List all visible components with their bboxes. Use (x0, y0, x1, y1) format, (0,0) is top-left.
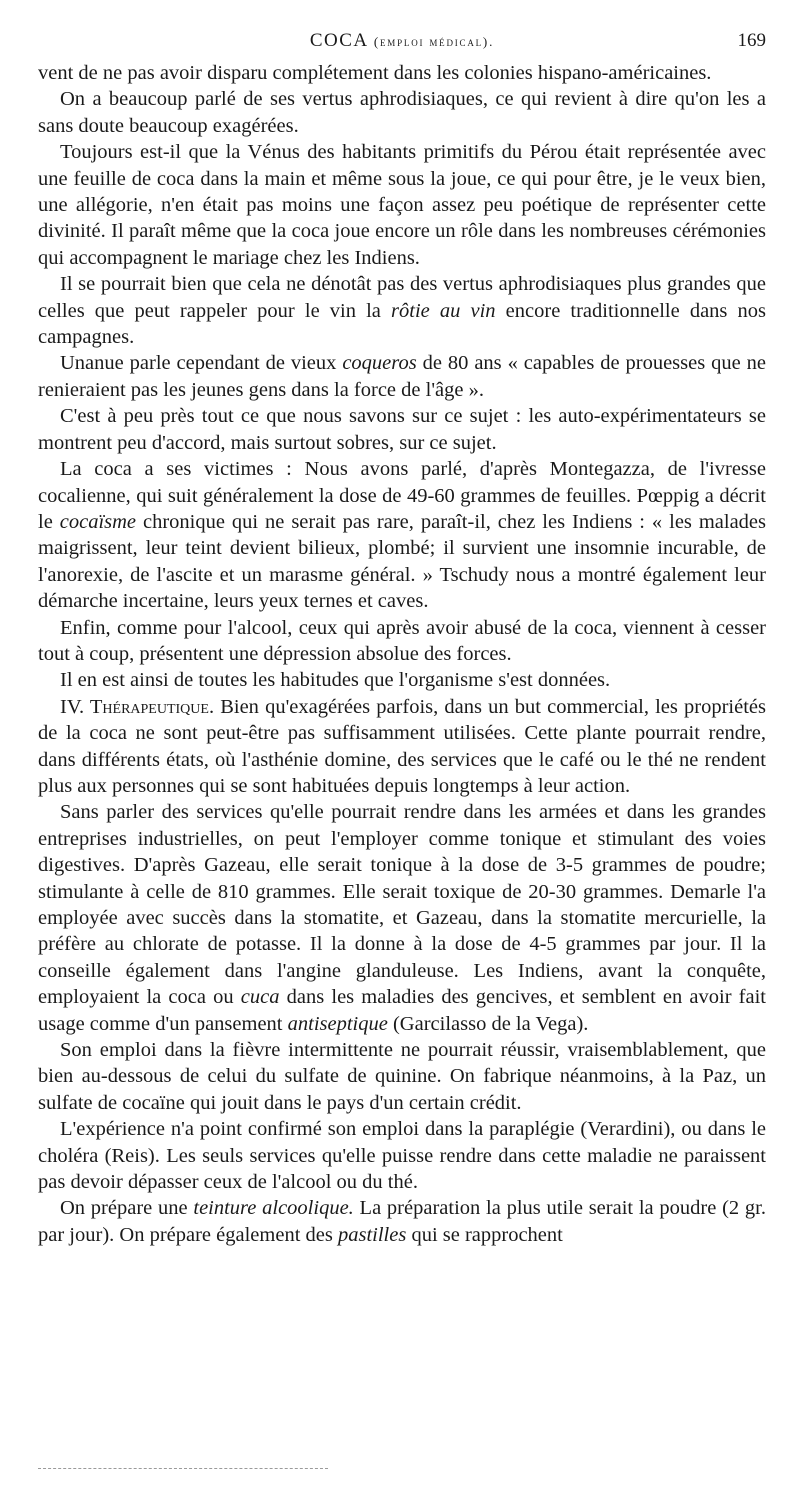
section-heading: IV. Thérapeutique. (60, 695, 215, 718)
paragraph (38, 86, 766, 139)
italic-term: coqueros (342, 352, 417, 375)
body-text (38, 60, 766, 1248)
text-run: de 80 ans « capables de prouesses que ne renieraient pas les jeunes gens dans la force de l'âge ». (38, 352, 766, 401)
text-run: Unanue parle cependant de vieux (60, 352, 343, 375)
paragraph (38, 271, 766, 350)
running-head-title: COCA (309, 30, 368, 51)
italic-term: pastilles (337, 1223, 407, 1246)
paragraph (38, 694, 766, 800)
footer-rule (38, 1468, 328, 1469)
paragraph (38, 1116, 766, 1195)
text-run: qui se rapprochent (406, 1223, 563, 1246)
page-header (38, 30, 766, 56)
paragraph (38, 1195, 766, 1248)
italic-term: antiseptique (287, 1012, 388, 1035)
text-run: Bien qu'exagérées parfois, dans un but commercial, les propriétés de la coca ne sont peut-être pas suffisamment utilisées. Cette plante pourrait rendre, dans différents états, où l'asthénie domine, des services que le café ou le thé ne rendent plus aux personnes qui se sont habituées depuis longtemps à leur action. (38, 695, 766, 797)
text-run: La préparation la plus utile serait la poudre (2 gr. par jour). On prépare également des (38, 1197, 766, 1246)
text-run: Sans parler des services qu'elle pourrait rendre dans les armées et dans les grandes entreprises industrielles, on peut l'employer comme tonique et stimulant des voies digestives. D'après Gazeau, elle serait tonique à la dose de 3-5 grammes de poudre; stimulante à celle de 810 grammes. Elle serait toxique de 20-30 grammes. Demarle l'a employée avec succès dans la stomatite, et Gazeau, dans la stomatite mercurielle, la préfère au chlorate de potasse. Il la donne à la dose de 4-5 grammes par jour. Il la conseille également dans l'angine glanduleuse. Les Indiens, avant la conquête, employaient la coca ou (38, 801, 766, 1009)
text-run: C'est à peu près tout ce que nous savons sur ce sujet : les auto-expérimentateurs se montrent peu d'accord, mais surtout sobres, sur ce sujet. (38, 405, 766, 454)
text-run: Toujours est-il que la Vénus des habitants primitifs du Pérou était représentée avec une feuille de coca dans la main et même sous la joue, ce qui pour être, je le veux bien, une allégorie, n'en était pas moins une façon assez peu poétique de représenter cette divinité. Il paraît même que la coca joue encore un rôle dans les nombreuses cérémonies qui accompagnent le mariage chez les Indiens. (38, 141, 766, 269)
text-run: vent de ne pas avoir disparu complétement dans les colonies hispano-américaines. (38, 62, 712, 84)
paragraph (38, 615, 766, 668)
paragraph (38, 350, 766, 403)
text-run: Enfin, comme pour l'alcool, ceux qui après avoir abusé de la coca, viennent à cesser tout à coup, présentent une dépression absolue des forces. (38, 616, 766, 665)
text-run: On a beaucoup parlé de ses vertus aphrodisiaques, ce qui revient à dire qu'on les a sans doute beaucoup exagérées. (38, 88, 766, 137)
italic-term: teinture alcoolique. (193, 1197, 354, 1220)
text-run: Son emploi dans la fièvre intermittente ne pourrait réussir, vraisemblablement, que bien au-dessous de celui du sulfate de quinine. On fabrique néanmoins, à la Paz, un sulfate de cocaïne qui jouit dans le pays d'un certain crédit. (38, 1039, 766, 1114)
running-head-subtitle: (emploi médical). (373, 34, 495, 49)
italic-term: cocaïsme (59, 510, 137, 533)
text-run: Il en est ainsi de toutes les habitudes que l'organisme s'est données. (60, 669, 611, 692)
paragraph (38, 139, 766, 271)
paragraph (38, 456, 766, 614)
text-run: L'expérience n'a point confirmé son emploi dans la paraplégie (Verardini), ou dans le choléra (Reis). Les seuls services qu'elle puisse rendre dans cette maladie ne paraissent pas devoir dépasser ceux de l'alcool ou du thé. (38, 1118, 766, 1194)
text-run: Il se pourrait bien que cela ne dénotât pas des vertus aphrodisiaques plus grandes que celles que peut rappeler pour le vin la (38, 273, 766, 322)
italic-term: cuca (240, 986, 280, 1009)
text-run: On prépare une (60, 1197, 194, 1220)
paragraph (38, 1037, 766, 1116)
paragraph (38, 667, 766, 693)
italic-term: rôtie au vin (391, 299, 496, 322)
running-head (38, 30, 766, 52)
text-run: dans les maladies des gencives, et semblent en avoir fait usage comme d'un pansement (38, 986, 767, 1035)
text-run: encore traditionnelle dans nos campagnes. (38, 299, 766, 349)
text-run: La coca a ses victimes : Nous avons parlé, d'après Montegazza, de l'ivresse cocalienne, qui suit généralement la dose de 49-60 grammes de feuilles. Pœppig a décrit le (38, 458, 766, 533)
paragraph (38, 60, 766, 86)
text-run: chronique qui ne serait pas rare, paraît-il, chez les Indiens : « les malades maigrissent, leur teint devient bilieux, plombé; il survient une insomnie incurable, de l'anorexie, de l'ascite et un marasme général. » Tschudy nous a montré également leur démarche incertaine, leurs yeux ternes et caves. (38, 510, 766, 613)
text-run: (Garcilasso de la Vega). (387, 1012, 589, 1035)
page-number: 169 (737, 30, 766, 51)
paragraph (38, 403, 766, 456)
paragraph (38, 799, 766, 1037)
